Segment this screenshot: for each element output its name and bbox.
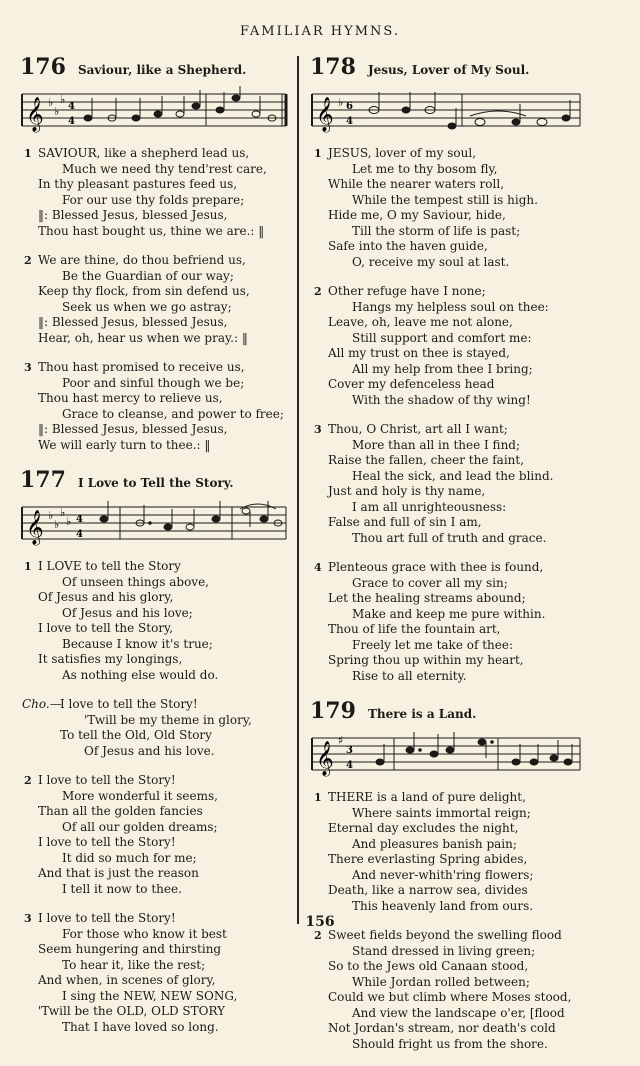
verse-line: Seek us when we go astray; [62, 299, 232, 314]
verse-line: And that is just the reason [38, 866, 199, 880]
verse-line: Of Jesus and his love; [62, 605, 193, 620]
verse-line: That I have loved so long. [62, 1019, 219, 1034]
verse-line: I love to tell the Story! [38, 835, 176, 849]
verse-line: Thou hast promised to receive us, [38, 360, 245, 374]
svg-text:4: 4 [346, 760, 353, 771]
verse-line: While Jordan rolled between; [352, 974, 530, 989]
verse-line: I tell it now to thee. [62, 881, 182, 896]
verse-line: So to the Jews old Canaan stood, [328, 959, 529, 973]
hymn-number: 176 [20, 54, 66, 80]
hymn-number: 178 [310, 54, 356, 80]
verse-line: Death, like a narrow sea, divides [328, 883, 528, 897]
verse-line: Heal the sick, and lead the blind. [352, 468, 554, 483]
verse-line: THERE is a land of pure delight, [328, 790, 526, 804]
verse-line: While the tempest still is high. [352, 192, 538, 207]
verse-line: Plenteous grace with thee is found, [328, 560, 544, 574]
verse [20, 253, 288, 346]
verse-line: Freely let me take of thee: [352, 637, 514, 652]
verse-number: 1 [24, 147, 32, 160]
verse-line: More wonderful it seems, [62, 788, 218, 803]
hymn-header [20, 467, 288, 493]
verse-number: 3 [314, 423, 322, 436]
verse-line: Thou of life the fountain art, [328, 622, 501, 636]
hymn-number: 179 [310, 698, 356, 724]
verse-number: 1 [314, 147, 322, 160]
verse-line: O, receive my soul at last. [352, 254, 510, 269]
verse-line: I love to tell the Story! [38, 773, 176, 787]
verse-line: More than all in thee I find; [352, 437, 521, 452]
verse-line: There everlasting Spring abides, [328, 852, 528, 866]
page-number: 156 [305, 914, 335, 930]
verse-line: Of all our golden dreams; [62, 819, 218, 834]
verse-line: Cover my defenceless head [328, 377, 495, 391]
verse-line: I sing the NEW, NEW SONG, [62, 988, 238, 1003]
verse-number: 2 [24, 254, 32, 267]
verse-number: 1 [314, 791, 322, 804]
verse [310, 560, 620, 684]
verse [310, 928, 620, 1052]
verse-line: Be the Guardian of our way; [62, 268, 234, 283]
verse-line: And view the landscape o'er, [flood [352, 1005, 565, 1020]
hymn-178 [310, 54, 620, 684]
verse-line: Spring thou up within my heart, [328, 653, 524, 667]
verse-line: ‖: Blessed Jesus, blessed Jesus, [38, 315, 228, 329]
verse-line: I am all unrighteousness: [352, 499, 507, 514]
hymn-title: Jesus, Lover of My Soul. [367, 63, 530, 77]
verse [310, 146, 620, 270]
verse-number: 4 [314, 561, 322, 574]
verse-line: Because I know it's true; [62, 636, 213, 651]
verse [20, 773, 288, 897]
svg-text:♭: ♭ [54, 518, 60, 531]
verse-line: I love to tell the Story! [38, 911, 176, 925]
verse-line: Leave, oh, leave me not alone, [328, 315, 513, 329]
verse [310, 422, 620, 546]
verse-line: All my trust on thee is stayed, [328, 346, 510, 360]
svg-text:♭: ♭ [48, 509, 54, 522]
verse-line: Rise to all eternity. [352, 668, 467, 683]
svg-text:♭: ♭ [66, 515, 72, 528]
verse-line: I LOVE to tell the Story [38, 559, 181, 573]
verse-line: Make and keep me pure within. [352, 606, 546, 621]
hymn-number: 177 [20, 467, 66, 493]
verse-line: Could we but climb where Moses stood, [328, 990, 572, 1004]
svg-text:4: 4 [76, 514, 83, 525]
chorus-label: Cho.— [22, 697, 62, 711]
verse-line: And pleasures banish pain; [352, 836, 517, 851]
verse-line: 'Twill be the OLD, OLD STORY [38, 1004, 226, 1018]
verse-line: Till the storm of life is past; [352, 223, 521, 238]
verse-line: Thou hast mercy to relieve us, [38, 391, 223, 405]
svg-text:♭: ♭ [60, 506, 66, 519]
verse-line: Of Jesus and his love. [84, 743, 215, 758]
svg-text:4: 4 [68, 101, 75, 112]
verse-line: We are thine, do thou befriend us, [38, 253, 246, 267]
verse-line: ‖: Blessed Jesus, blessed Jesus, [38, 208, 228, 222]
verse-line: And never-whith'ring flowers; [352, 867, 534, 882]
verse-line: For those who know it best [62, 926, 227, 941]
verse-line: Where saints immortal reign; [352, 805, 531, 820]
verse [20, 559, 288, 683]
verse-line: Hear, oh, hear us when we pray.: ‖ [38, 330, 248, 345]
verse-line: ‖: Blessed Jesus, blessed Jesus, [38, 422, 228, 436]
verse-line: 'Twill be my theme in glory, [84, 712, 252, 727]
verse-line: Just and holy is thy name, [328, 484, 486, 498]
treble-clef-icon: 𝄞 [316, 97, 334, 132]
verse-number: 2 [314, 929, 322, 942]
hymn-179 [310, 698, 620, 1052]
verse-line: Not Jordan's stream, nor death's cold [328, 1021, 556, 1035]
verse-line: Raise the fallen, cheer the faint, [328, 453, 525, 467]
verse-line: To tell the Old, Old Story [60, 728, 212, 742]
left-column [20, 54, 288, 1049]
verse-line: Should fright us from the shore. [352, 1036, 548, 1051]
music-staff-176 [20, 84, 288, 140]
chorus [20, 697, 288, 759]
verse-line: Thou, O Christ, art all I want; [328, 422, 508, 436]
verse-number: 2 [314, 285, 322, 298]
svg-text:4: 4 [68, 116, 75, 127]
music-staff-177 [20, 497, 288, 553]
hymn-177 [20, 467, 288, 1035]
verse-line: I love to tell the Story, [38, 621, 174, 635]
verse-line: Still support and comfort me: [352, 330, 532, 345]
verse-line: Of Jesus and his glory, [38, 590, 174, 604]
verse [310, 284, 620, 408]
verse-line: Hangs my helpless soul on thee: [352, 299, 549, 314]
verse-line: SAVIOUR, like a shepherd lead us, [38, 146, 250, 160]
verse [20, 146, 288, 239]
svg-text:3: 3 [346, 745, 353, 756]
treble-clef-icon: 𝄞 [316, 741, 334, 776]
verse [310, 790, 620, 914]
verse-line: Keep thy flock, from sin defend us, [38, 284, 250, 298]
verse-line: Eternal day excludes the night, [328, 821, 519, 835]
svg-text:♭: ♭ [54, 105, 60, 118]
hymn-header [310, 698, 620, 724]
verse-line: Grace to cover all my sin; [352, 575, 508, 590]
svg-text:♯: ♯ [338, 734, 344, 747]
verse [20, 360, 288, 453]
verse-line: In thy pleasant pastures feed us, [38, 177, 238, 191]
hymn-title: There is a Land. [367, 707, 477, 721]
verse-line: It did so much for me; [62, 850, 197, 865]
verse-line: Much we need thy tend'rest care, [62, 161, 267, 176]
music-staff-178 [310, 84, 610, 140]
verse-line: Other refuge have I none; [328, 284, 486, 298]
verse-line: I love to tell the Story! [60, 697, 198, 711]
verse-line: And when, in scenes of glory, [38, 973, 216, 987]
verse-line: We will early turn to thee.: ‖ [38, 437, 211, 452]
verse-line: Of unseen things above, [62, 574, 209, 589]
hymn-176 [20, 54, 288, 453]
treble-clef-icon: 𝄞 [26, 97, 44, 132]
verse-number: 3 [24, 912, 32, 925]
verse-line: Let the healing streams abound; [328, 591, 526, 605]
verse-number: 1 [24, 560, 32, 573]
hymn-header [20, 54, 288, 80]
music-staff-179 [310, 728, 610, 784]
verse-line: All my help from thee I bring; [352, 361, 533, 376]
verse-line: As nothing else would do. [62, 667, 219, 682]
verse-line: For our use thy folds prepare; [62, 192, 245, 207]
verse-line: This heavenly land from ours. [352, 898, 534, 913]
treble-clef-icon: 𝄞 [26, 510, 44, 545]
verse-line: Safe into the haven guide, [328, 239, 488, 253]
verse-line: To hear it, like the rest; [62, 957, 206, 972]
verse-line: Sweet fields beyond the swelling flood [328, 928, 562, 942]
svg-text:6: 6 [346, 101, 353, 112]
verse-number: 3 [24, 361, 32, 374]
verse-line: Seem hungering and thirsting [38, 942, 222, 956]
hymn-title: Saviour, like a Shepherd. [77, 63, 247, 77]
verse-line: Stand dressed in living green; [352, 943, 536, 958]
svg-text:4: 4 [76, 529, 83, 540]
verse-line: It satisfies my longings, [38, 652, 183, 666]
verse-line: Thou art full of truth and grace. [352, 530, 547, 545]
svg-text:♭: ♭ [60, 93, 66, 106]
verse-line: Let me to thy bosom fly, [352, 161, 498, 176]
hymn-header [310, 54, 620, 80]
verse-number: 2 [24, 774, 32, 787]
svg-text:♭: ♭ [48, 96, 54, 109]
verse-line: Grace to cleanse, and power to free; [62, 406, 284, 421]
running-head: FAMILIAR HYMNS. [240, 24, 400, 39]
verse-line: JESUS, lover of my soul, [328, 146, 477, 160]
verse-line: Than all the golden fancies [38, 804, 203, 818]
svg-text:4: 4 [346, 116, 353, 127]
verse-line: With the shadow of thy wing! [352, 392, 531, 407]
svg-text:♭: ♭ [338, 96, 344, 109]
verse-line: Thou hast bought us, thine we are.: ‖ [38, 223, 265, 238]
verse-line: Hide me, O my Saviour, hide, [328, 208, 506, 222]
verse-line: False and full of sin I am, [328, 515, 482, 529]
column-divider [297, 56, 299, 924]
verse-line: While the nearer waters roll, [328, 177, 505, 191]
verse-line: Poor and sinful though we be; [62, 375, 245, 390]
hymn-title: I Love to Tell the Story. [77, 476, 234, 490]
